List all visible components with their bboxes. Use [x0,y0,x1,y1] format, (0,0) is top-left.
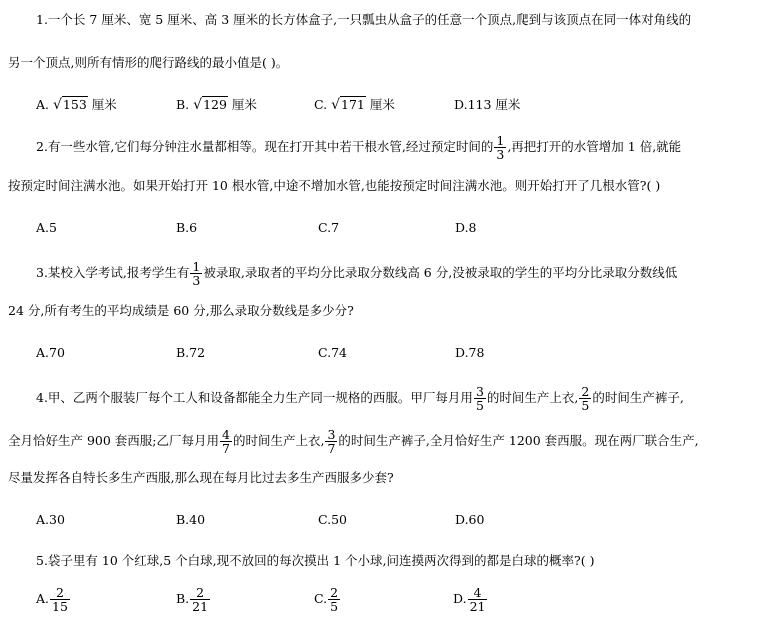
q5-option-d: D. $\frac{4}{21}$ [453,585,486,614]
q3-line1: 3.某校入学考试,报考学生有 $\frac{1}{3}$ 被录取,录取者的平均分比录取分数线高 6 分,没被录取的学生的平均分比录取分数线低 [36,259,678,288]
fraction: $\frac{1}{3}$ [496,133,505,162]
q2-line1: 2.有一些水管,它们每分钟注水量都相等。现在打开其中若干根水管,经过预定时间的 $\frac{1}{3}$ ,再把打开的水管增加 1 倍,就能 [36,133,682,162]
q4-line3: 尽量发挥各自特长多生产西服,那么现在每月比过去多生产西服多少套? [8,470,394,485]
q3-option-c: C.74 [318,345,347,360]
q4-option-d: D.60 [455,512,485,527]
q4-line2: 全月恰好生产 900 套西服;乙厂每月用 $\frac{4}{7}$ 的时间生产上衣, $\frac{3}{7}$ 的时间生产裤子,全月恰好生产 1200 套西服。现在两厂联合生产, [8,427,699,456]
q4-option-b: B.40 [176,512,206,527]
q2-option-a: A.5 [36,220,57,235]
q3-option-a: A.70 [36,345,65,360]
q3-line2: 24 分,所有考生的平均成绩是 60 分,那么录取分数线是多少分? [8,303,354,318]
q4-line1: 4.甲、乙两个服装厂每个工人和设备都能全力生产同一规格的西服。甲厂每月用 $\frac{3}{5}$ 的时间生产上衣, $\frac{2}{5}$ 的时间生产裤子, [36,384,684,413]
q5-option-c: C. $\frac{2}{5}$ [314,585,339,614]
q2-option-b: B.6 [176,220,198,235]
q2-option-c: C.7 [318,220,340,235]
q3-option-b: B.72 [176,345,206,360]
sqrt-symbol: √171 [331,97,365,113]
q4-option-c: C.50 [318,512,347,527]
q2-option-d: D.8 [455,220,477,235]
fraction: $\frac{2}{21}$ [192,585,209,614]
fraction: $\frac{4}{21}$ [469,585,486,614]
fraction: $\frac{4}{7}$ [222,427,230,456]
fraction: $\frac{3}{5}$ [475,384,484,413]
q4-option-a: A.30 [36,512,65,527]
fraction: $\frac{3}{7}$ [327,427,336,456]
q2-line2: 按预定时间注满水池。如果开始打开 10 根水管,中途不增加水管,也能按预定时间注满水池。则开始打开了几根水管?( ) [8,178,661,193]
fraction: $\frac{2}{5}$ [581,384,590,413]
sqrt-symbol: √129 [193,97,227,113]
q5-option-b: B. $\frac{2}{21}$ [176,585,209,614]
q1-option-a: A. √153 厘米 [36,97,117,113]
q1-line1: 1.一个长 7 厘米、宽 5 厘米、高 3 厘米的长方体盒子,一只瓢虫从盒子的任意一个顶点,爬到与该顶点在同一体对角线的 [36,12,692,27]
sqrt-symbol: √153 [53,97,87,113]
q5-line1: 5.袋子里有 10 个红球,5 个白球,现不放回的每次摸出 1 个小球,问连摸两次得到的都是白球的概率?( ) [36,553,595,568]
fraction: $\frac{1}{3}$ [192,259,201,288]
fraction: $\frac{2}{15}$ [52,585,68,614]
q3-option-d: D.78 [455,345,485,360]
q1-option-c: C. √171 厘米 [314,97,395,113]
q1-line2: 另一个顶点,则所有情形的爬行路线的最小值是( )。 [8,55,289,70]
fraction: $\frac{2}{5}$ [330,585,339,614]
q1-option-b: B. √129 厘米 [176,97,257,113]
q1-option-d: D.113 厘米 [454,97,521,112]
q5-option-a: A. $\frac{2}{15}$ [36,585,68,614]
